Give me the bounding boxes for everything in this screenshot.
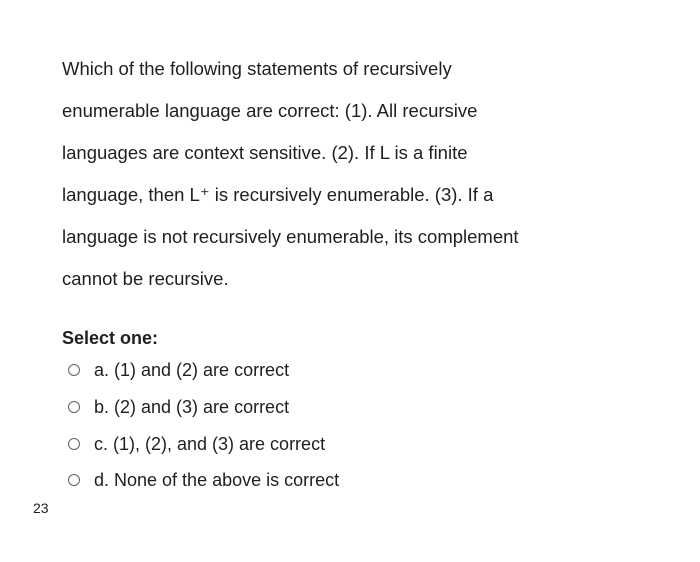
question-line-2: enumerable language are correct: (1). All recursive bbox=[62, 100, 478, 121]
option-a[interactable] bbox=[68, 352, 339, 389]
question-line-1: Which of the following statements of recursively bbox=[62, 58, 452, 79]
question-line-6: cannot be recursive. bbox=[62, 268, 229, 289]
option-a-label[interactable]: a. (1) and (2) are correct bbox=[94, 360, 290, 381]
option-b[interactable] bbox=[68, 389, 339, 426]
radio-unselected-icon[interactable] bbox=[68, 474, 80, 486]
radio-unselected-icon[interactable] bbox=[68, 438, 80, 450]
question-line-4: language, then L⁺ is recursively enumerable. (3). If a bbox=[62, 184, 494, 205]
radio-unselected-icon[interactable] bbox=[68, 401, 80, 413]
question-line-5: language is not recursively enumerable, its complement bbox=[62, 226, 519, 247]
answer-options bbox=[68, 352, 339, 499]
option-c-label[interactable]: c. (1), (2), and (3) are correct bbox=[94, 433, 326, 454]
option-d-label[interactable]: d. None of the above is correct bbox=[94, 470, 340, 491]
option-c[interactable] bbox=[68, 425, 339, 462]
question-text bbox=[62, 48, 662, 300]
page-number: 23 bbox=[33, 500, 49, 516]
radio-unselected-icon[interactable] bbox=[68, 364, 80, 376]
option-d[interactable] bbox=[68, 462, 339, 499]
question-line-3: languages are context sensitive. (2). If L is a finite bbox=[62, 142, 468, 163]
select-one-label: Select one: bbox=[62, 328, 159, 348]
option-b-label[interactable]: b. (2) and (3) are correct bbox=[94, 397, 290, 418]
